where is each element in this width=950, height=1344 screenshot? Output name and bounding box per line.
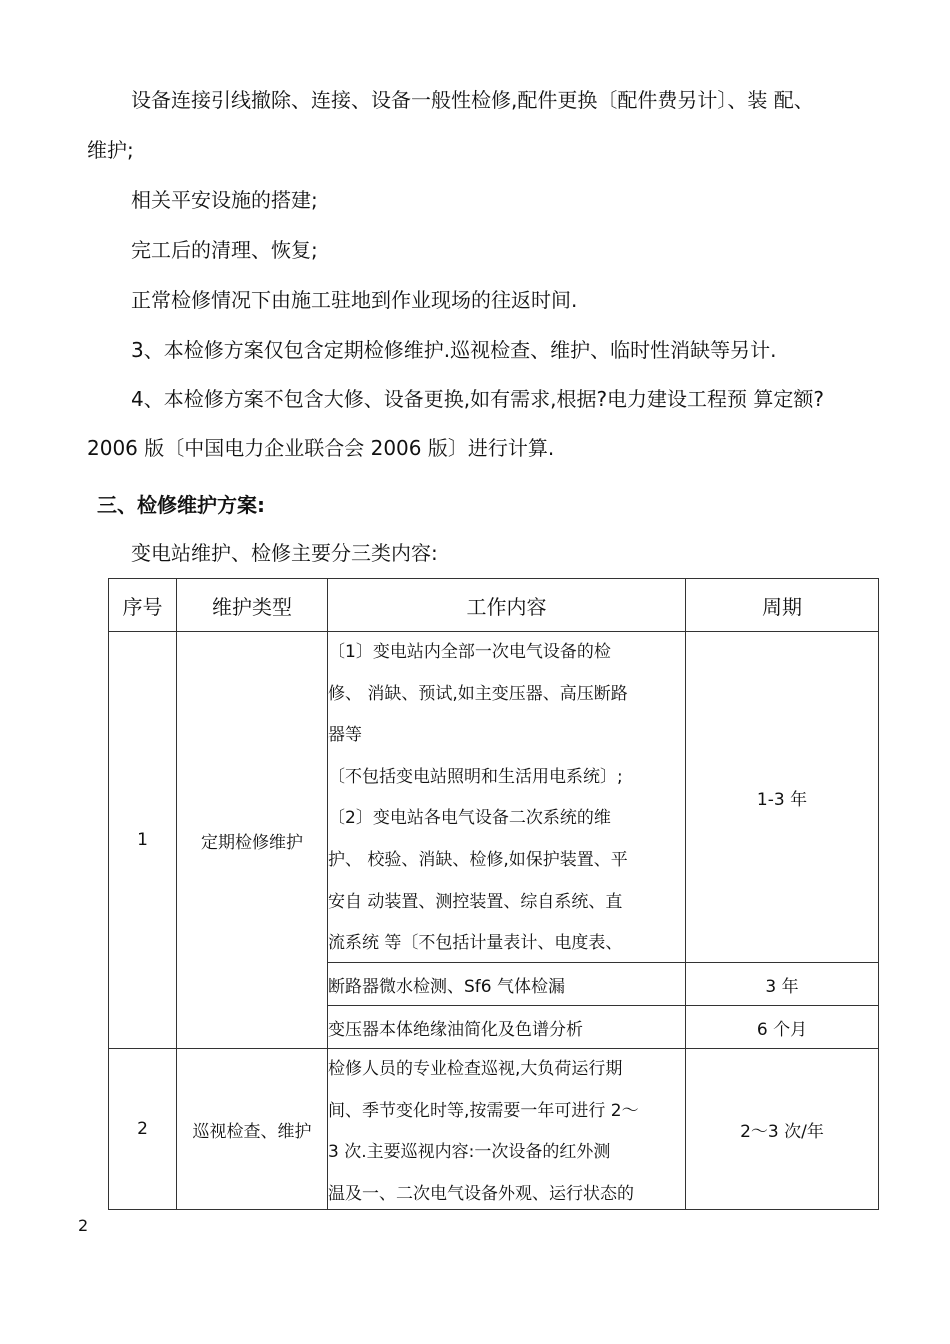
work-content bbox=[328, 1049, 686, 1210]
section-heading: 三、检修维护方案: bbox=[97, 493, 265, 517]
table-row bbox=[109, 632, 879, 963]
table-header-row bbox=[109, 579, 879, 632]
header-period: 周期 bbox=[686, 579, 879, 632]
content-line: 间、季节变化时等,按需要一年可进行 2〜 bbox=[328, 1100, 639, 1121]
section-intro: 变电站维护、检修主要分三类内容: bbox=[131, 541, 438, 565]
period: 3 年 bbox=[686, 963, 879, 1006]
header-content: 工作内容 bbox=[328, 579, 686, 632]
content-line: 器等 bbox=[328, 725, 362, 746]
content-line: 流系统 等〔不包括计量表计、电度表、 bbox=[328, 933, 623, 954]
maintenance-type: 巡视检查、维护 bbox=[177, 1049, 328, 1210]
paragraph-line: 2006 版〔中国电力企业联合会 2006 版〕进行计算. bbox=[87, 436, 555, 460]
paragraph: 3、本检修方案仅包含定期检修维护.巡视检查、维护、临时性消缺等另计. bbox=[131, 338, 777, 362]
content-line: 检修人员的专业检查巡视,大负荷运行期 bbox=[328, 1059, 623, 1079]
paragraph: 完工后的清理、恢复; bbox=[131, 238, 318, 262]
content-line: 3 次.主要巡视内容:一次设备的红外测 bbox=[328, 1142, 611, 1163]
table-row bbox=[109, 1049, 879, 1210]
maintenance-type: 定期检修维护 bbox=[177, 632, 328, 1049]
content-line: 安自 动装置、测控装置、综自系统、直 bbox=[328, 891, 623, 912]
content-line: 护、 校验、消缺、检修,如保护装置、平 bbox=[328, 849, 628, 870]
maintenance-table bbox=[108, 578, 879, 1210]
content-line: 〔2〕变电站各电气设备二次系统的维 bbox=[328, 808, 611, 829]
content-line: 〔1〕变电站内全部一次电气设备的检 bbox=[328, 642, 611, 662]
content-line: 温及一、二次电气设备外观、运行状态的 bbox=[328, 1183, 634, 1204]
row-number: 1 bbox=[109, 632, 177, 1049]
header-number: 序号 bbox=[109, 579, 177, 632]
paragraph-line: 4、本检修方案不包含大修、设备更换,如有需求,根据?电力建设工程预 算定额? bbox=[131, 387, 825, 411]
work-content: 断路器微水检测、Sf6 气体检漏 bbox=[328, 963, 686, 1006]
content-line: 修、 消缺、预试,如主变压器、高压断路 bbox=[328, 683, 628, 704]
paragraph: 相关平安设施的搭建; bbox=[131, 188, 318, 212]
period: 6 个月 bbox=[686, 1006, 879, 1049]
paragraph: 正常检修情况下由施工驻地到作业现场的往返时间. bbox=[131, 288, 578, 312]
work-content: 变压器本体绝缘油简化及色谱分析 bbox=[328, 1006, 686, 1049]
content-line: 〔不包括变电站照明和生活用电系统〕; bbox=[328, 766, 623, 787]
period: 1-3 年 bbox=[686, 632, 879, 963]
period: 2〜3 次/年 bbox=[686, 1049, 879, 1210]
row-number: 2 bbox=[109, 1049, 177, 1210]
work-content bbox=[328, 632, 686, 963]
header-type: 维护类型 bbox=[177, 579, 328, 632]
page-number: 2 bbox=[78, 1216, 89, 1235]
paragraph-line: 设备连接引线撤除、连接、设备一般性检修,配件更换〔配件费另计〕、装 配、 bbox=[131, 88, 814, 112]
paragraph-line: 维护; bbox=[87, 138, 134, 162]
